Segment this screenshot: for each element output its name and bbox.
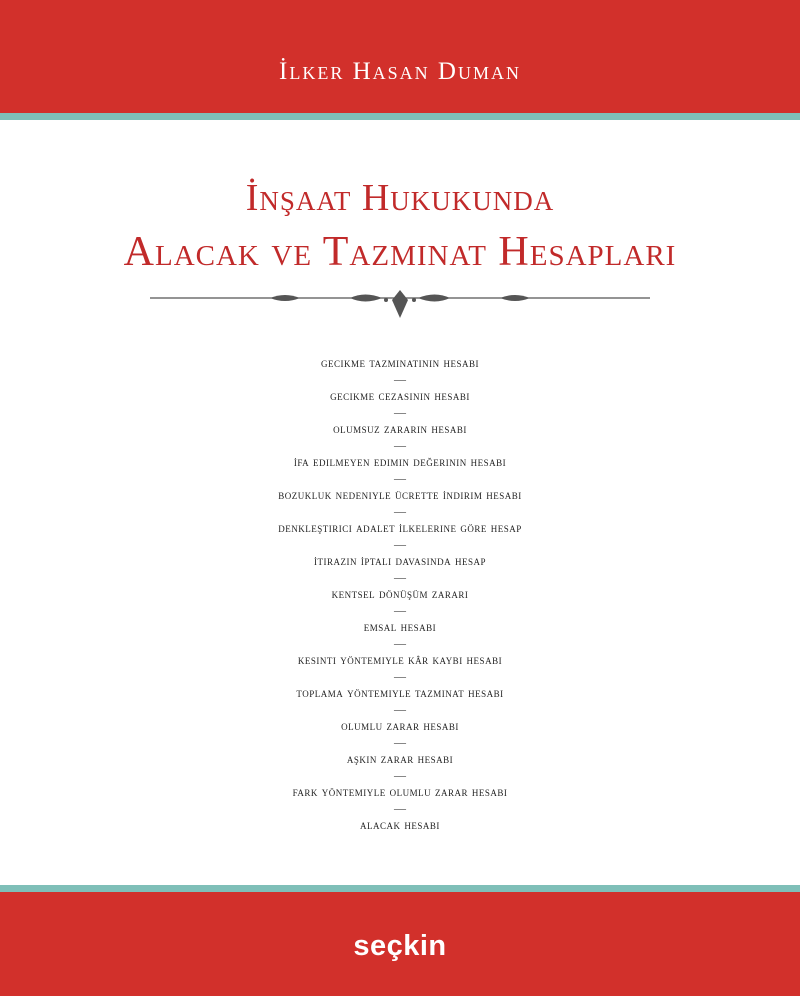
- contents-item: kesinti yöntemiyle kâr kaybı hesabı: [297, 652, 503, 667]
- contents-item: olumsuz zararın hesabı: [333, 421, 467, 436]
- book-title-line-2: Alacak ve Tazminat Hesapları: [123, 229, 677, 275]
- contents-separator: —: [394, 603, 406, 617]
- publisher-logo: seçkin: [353, 930, 447, 962]
- contents-separator: —: [394, 801, 406, 815]
- contents-item: aşkın zarar hesabı: [346, 751, 454, 766]
- contents-separator: —: [394, 372, 406, 386]
- contents-separator: —: [394, 570, 406, 584]
- contents-separator: —: [394, 768, 406, 782]
- contents-item: i̇fa edilmeyen edimin değerinin hesabı: [293, 454, 507, 469]
- contents-separator: —: [394, 471, 406, 485]
- book-title-line-1: İnşaat Hukukunda: [245, 177, 555, 219]
- contents-separator: —: [394, 735, 406, 749]
- contents-item: emsal hesabı: [363, 619, 437, 634]
- top-red-band: [0, 0, 800, 113]
- contents-separator: —: [394, 636, 406, 650]
- contents-item: i̇tirazın i̇ptali davasında hesap: [313, 553, 487, 568]
- contents-item: bozukluk nedeniyle ücrette i̇ndirim hesabı: [278, 487, 522, 502]
- contents-separator: —: [394, 669, 406, 683]
- decorative-divider-icon: [150, 288, 650, 320]
- contents-item: denkleştirici adalet i̇lkelerine göre hesap: [278, 520, 522, 535]
- contents-item: toplama yöntemiyle tazminat hesabı: [296, 685, 504, 700]
- contents-item: fark yöntemiyle olumlu zarar hesabı: [292, 784, 508, 799]
- contents-item: alacak hesabı: [360, 817, 440, 832]
- bottom-accent-line: [0, 885, 800, 892]
- contents-separator: —: [394, 702, 406, 716]
- author-name: İlker Hasan Duman: [279, 58, 521, 85]
- contents-separator: —: [394, 405, 406, 419]
- contents-item: kentsel dönüşüm zararı: [331, 586, 469, 601]
- top-accent-line: [0, 113, 800, 120]
- contents-item: gecikme tazminatının hesabı: [320, 355, 479, 370]
- contents-separator: —: [394, 504, 406, 518]
- contents-item: gecikme cezasının hesabı: [330, 388, 470, 403]
- contents-item: olumlu zarar hesabı: [341, 718, 459, 733]
- contents-separator: —: [394, 537, 406, 551]
- contents-list: [0, 355, 800, 832]
- contents-separator: —: [394, 438, 406, 452]
